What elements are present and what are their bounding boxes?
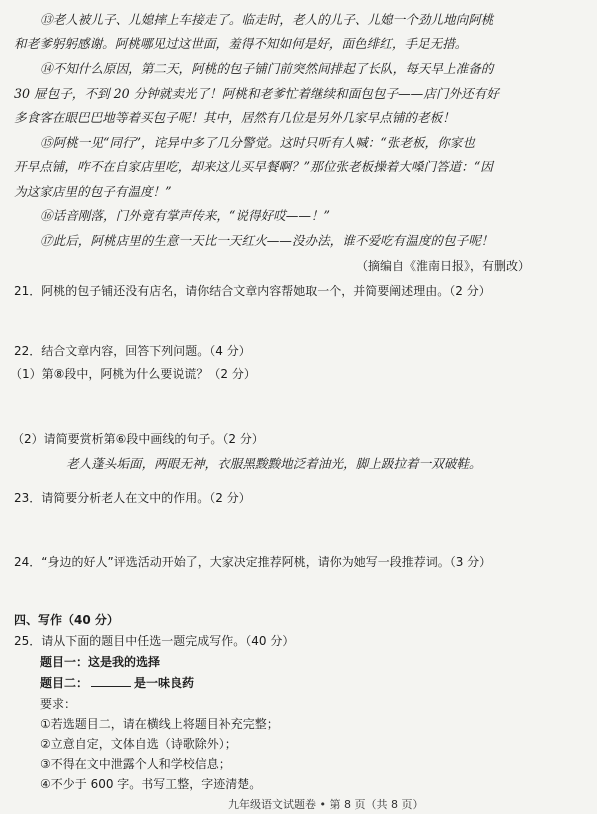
question-22-2: （2）请简要赏析第⑥段中画线的句子。（2 分） (12, 432, 264, 446)
story-p13-line1: ⑬老人被儿子、儿媳摔上车接走了。临走时，老人的儿子、儿媳一个劲儿地向阿桃 (40, 12, 494, 27)
writing-title-1: 题目一：这是我的选择 (40, 655, 161, 669)
writing-requirement-4: ④不少于 600 字。书写工整，字迹清楚。 (40, 777, 262, 791)
writing-requirements-label: 要求： (40, 697, 77, 711)
writing-title-blank (91, 675, 131, 687)
writing-requirement-1: ①若选题目二，请在横线上将题目补充完整； (40, 717, 279, 731)
writing-title-2-prefix: 题目二： (40, 676, 89, 690)
writing-requirement-3: ③不得在文中泄露个人和学校信息； (40, 757, 231, 771)
question-21: 21．阿桃的包子铺还没有店名，请你结合文章内容帮她取一个，并简要阐述理由。（2 分） (14, 284, 491, 298)
question-22: 22．结合文章内容，回答下列问题。（4 分） (14, 344, 251, 358)
question-22-2-quote: 老人蓬头垢面，两眼无神，衣服黑黢黢地泛着油光，脚上趿拉着一双破鞋。 (66, 456, 482, 471)
question-25: 25．请从下面的题目中任选一题完成写作。（40 分） (14, 634, 295, 648)
story-p14-line3: 多食客在眼巴巴地等着买包子呢！其中，居然有几位是另外几家早点铺的老板！ (14, 110, 455, 125)
story-source: （摘编自《淮南日报》，有删改） (356, 259, 531, 273)
writing-title-2 (40, 675, 194, 691)
story-p15-line1: ⑮阿桃一见“同行”，诧异中多了几分警觉。这时只听有人喊：“张老板，你家也 (40, 135, 475, 150)
story-p17: ⑰此后，阿桃店里的生意一天比一天红火——没办法，谁不爱吃有温度的包子呢！ (40, 233, 494, 248)
question-23: 23．请简要分析老人在文中的作用。（2 分） (14, 491, 251, 505)
story-p15-line3: 为这家店里的包子有温度！” (14, 184, 172, 199)
story-p15-line2: 开早点铺，咋不在自家店里吃，却来这儿买早餐啊？”那位张老板操着大嗓门答道：“因 (14, 159, 493, 174)
question-22-1: （1）第⑧段中，阿桃为什么要说谎？（2 分） (10, 367, 256, 381)
page-footer: 九年级语文试题卷 • 第 8 页（共 8 页） (228, 798, 424, 811)
writing-section-title: 四、写作（40 分） (14, 613, 119, 627)
story-p16: ⑯话音刚落，门外竟有掌声传来，“说得好哎——！” (40, 208, 330, 223)
story-p13-line2: 和老爹躬躬感谢。阿桃哪见过这世面，羞得不知如何是好，面色绯红，手足无措。 (14, 36, 468, 51)
story-p14-line2: 30 屉包子，不到 20 分钟就卖光了！阿桃和老爹忙着继续和面包包子——店门外还有好 (14, 86, 499, 101)
writing-requirement-2: ②立意自定，文体自选（诗歌除外）； (40, 737, 237, 751)
story-p14-line1: ⑭不知什么原因，第二天，阿桃的包子铺门前突然间排起了长队，每天早上准备的 (40, 61, 494, 76)
question-24: 24．“身边的好人”评选活动开始了，大家决定推荐阿桃，请你为她写一段推荐词。（3 分） (14, 555, 492, 569)
writing-title-2-suffix: 是一味良药 (134, 676, 195, 690)
